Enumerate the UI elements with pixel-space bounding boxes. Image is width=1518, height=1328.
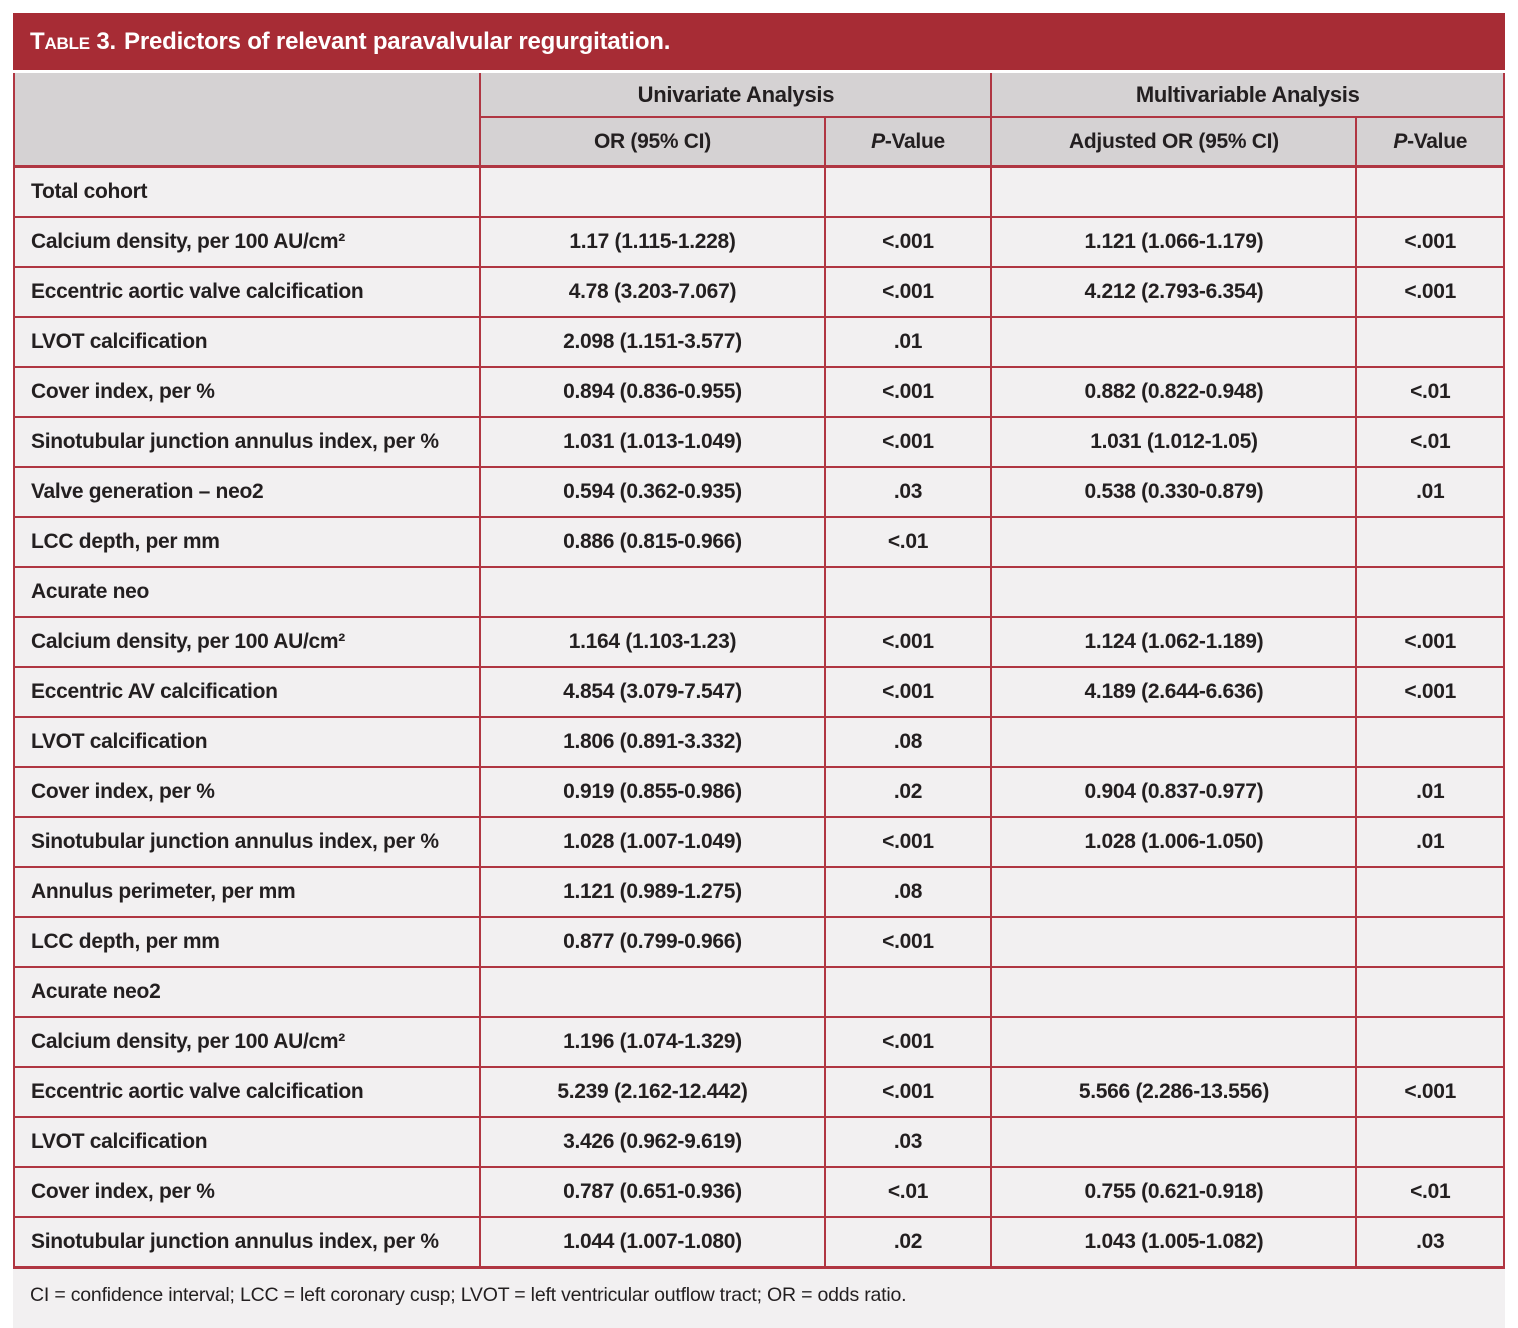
adj-or-value xyxy=(991,517,1356,567)
p-value: <.001 xyxy=(825,367,992,417)
p-value xyxy=(825,567,992,617)
adj-or-value: 0.755 (0.621-0.918) xyxy=(991,1167,1356,1217)
table-row xyxy=(14,917,1504,967)
adj-p-value: .03 xyxy=(1356,1217,1504,1268)
or-value: 0.886 (0.815-0.966) xyxy=(480,517,824,567)
adj-p-value xyxy=(1356,1017,1504,1067)
table-row xyxy=(14,817,1504,867)
p-value xyxy=(825,167,992,218)
multivariable-analysis-header: Multivariable Analysis xyxy=(991,73,1504,117)
or-value: 1.028 (1.007-1.049) xyxy=(480,817,824,867)
p-value: .02 xyxy=(825,767,992,817)
row-label: Eccentric aortic valve calcification xyxy=(14,267,480,317)
p-italic: P xyxy=(1393,129,1408,153)
adj-p-value: <.001 xyxy=(1356,617,1504,667)
row-label: LCC depth, per mm xyxy=(14,517,480,567)
table-row xyxy=(14,1217,1504,1268)
adj-or-value xyxy=(991,1017,1356,1067)
row-label: LVOT calcification xyxy=(14,317,480,367)
p-value: .03 xyxy=(825,467,992,517)
or-value: 0.787 (0.651-0.936) xyxy=(480,1167,824,1217)
predictors-table xyxy=(13,73,1505,1269)
row-label: Eccentric aortic valve calcification xyxy=(14,1067,480,1117)
adj-or-value xyxy=(991,717,1356,767)
adj-or-value: 4.189 (2.644-6.636) xyxy=(991,667,1356,717)
row-label: Sinotubular junction annulus index, per % xyxy=(14,817,480,867)
row-label: Sinotubular junction annulus index, per % xyxy=(14,1217,480,1268)
table-title-bar xyxy=(13,13,1505,70)
adj-or-value xyxy=(991,1117,1356,1167)
row-label: Sinotubular junction annulus index, per % xyxy=(14,417,480,467)
adj-p-value xyxy=(1356,517,1504,567)
table-footnote: CI = confidence interval; LCC = left coronary cusp; LVOT = left ventricular outflow tract; OR = odds ratio. xyxy=(13,1269,1505,1328)
adj-p-value xyxy=(1356,967,1504,1017)
adj-p-value xyxy=(1356,167,1504,218)
table-row xyxy=(14,767,1504,817)
or-value xyxy=(480,967,824,1017)
p-value: <.001 xyxy=(825,617,992,667)
adj-or-value: 0.538 (0.330-0.879) xyxy=(991,467,1356,517)
or-value: 2.098 (1.151-3.577) xyxy=(480,317,824,367)
adj-p-value: <.01 xyxy=(1356,367,1504,417)
adj-or-value: 1.043 (1.005-1.082) xyxy=(991,1217,1356,1268)
adj-p-value xyxy=(1356,1117,1504,1167)
adj-p-value: .01 xyxy=(1356,467,1504,517)
table-row xyxy=(14,217,1504,267)
p-value: .08 xyxy=(825,717,992,767)
adj-p-value xyxy=(1356,917,1504,967)
adj-or-value: 1.121 (1.066-1.179) xyxy=(991,217,1356,267)
table-row xyxy=(14,1117,1504,1167)
p-value: .01 xyxy=(825,317,992,367)
adj-or-value: 5.566 (2.286-13.556) xyxy=(991,1067,1356,1117)
p-value: <.001 xyxy=(825,1067,992,1117)
row-label: Cover index, per % xyxy=(14,367,480,417)
table-row xyxy=(14,1017,1504,1067)
table-row xyxy=(14,617,1504,667)
row-label: LVOT calcification xyxy=(14,1117,480,1167)
or-column-header: OR (95% CI) xyxy=(480,117,824,167)
or-value: 1.196 (1.074-1.329) xyxy=(480,1017,824,1067)
p-value: <.01 xyxy=(825,1167,992,1217)
adj-p-value xyxy=(1356,717,1504,767)
adj-p-value xyxy=(1356,567,1504,617)
or-value: 4.854 (3.079-7.547) xyxy=(480,667,824,717)
table-body xyxy=(14,167,1504,1268)
p-italic: P xyxy=(871,129,885,153)
row-label: Calcium density, per 100 AU/cm² xyxy=(14,1017,480,1067)
p-rest: -Value xyxy=(884,129,945,153)
table-row xyxy=(14,717,1504,767)
adj-or-value: 0.904 (0.837-0.977) xyxy=(991,767,1356,817)
p-value: <.001 xyxy=(825,1017,992,1067)
p-value: <.001 xyxy=(825,267,992,317)
p-value: <.001 xyxy=(825,417,992,467)
table-row xyxy=(14,317,1504,367)
table-row xyxy=(14,1167,1504,1217)
table-row xyxy=(14,417,1504,467)
row-label: Calcium density, per 100 AU/cm² xyxy=(14,217,480,267)
adj-p-value: <.01 xyxy=(1356,417,1504,467)
or-value: 0.894 (0.836-0.955) xyxy=(480,367,824,417)
adj-or-value: 4.212 (2.793-6.354) xyxy=(991,267,1356,317)
adj-p-value xyxy=(1356,867,1504,917)
p-value: <.001 xyxy=(825,217,992,267)
or-value: 1.044 (1.007-1.080) xyxy=(480,1217,824,1268)
group-row xyxy=(14,167,1504,218)
adj-p-value: .01 xyxy=(1356,817,1504,867)
or-value: 1.031 (1.013-1.049) xyxy=(480,417,824,467)
adj-or-value: 1.124 (1.062-1.189) xyxy=(991,617,1356,667)
table-row xyxy=(14,667,1504,717)
p-value-column-header xyxy=(1356,117,1504,167)
group-label: Total cohort xyxy=(14,167,480,218)
row-label: Calcium density, per 100 AU/cm² xyxy=(14,617,480,667)
group-label: Acurate neo2 xyxy=(14,967,480,1017)
table-row xyxy=(14,367,1504,417)
table-title: Predictors of relevant paravalvular regurgitation. xyxy=(124,27,671,55)
row-label: Eccentric AV calcification xyxy=(14,667,480,717)
group-label: Acurate neo xyxy=(14,567,480,617)
table-row xyxy=(14,467,1504,517)
or-value: 0.919 (0.855-0.986) xyxy=(480,767,824,817)
adj-or-value xyxy=(991,867,1356,917)
adj-or-value xyxy=(991,917,1356,967)
univariate-analysis-header: Univariate Analysis xyxy=(480,73,991,117)
or-value: 0.594 (0.362-0.935) xyxy=(480,467,824,517)
adj-p-value: <.01 xyxy=(1356,1167,1504,1217)
table-number: Table 3. xyxy=(30,27,117,55)
adj-p-value: <.001 xyxy=(1356,267,1504,317)
row-label: Valve generation – neo2 xyxy=(14,467,480,517)
or-value: 4.78 (3.203-7.067) xyxy=(480,267,824,317)
or-value: 1.17 (1.115-1.228) xyxy=(480,217,824,267)
adj-p-value: <.001 xyxy=(1356,217,1504,267)
p-rest: -Value xyxy=(1407,129,1468,153)
adj-or-value: 0.882 (0.822-0.948) xyxy=(991,367,1356,417)
p-value-column-header xyxy=(825,117,992,167)
adjusted-or-column-header: Adjusted OR (95% CI) xyxy=(991,117,1356,167)
row-label: Annulus perimeter, per mm xyxy=(14,867,480,917)
table-row xyxy=(14,267,1504,317)
or-value xyxy=(480,167,824,218)
row-label: LCC depth, per mm xyxy=(14,917,480,967)
or-value xyxy=(480,567,824,617)
group-row xyxy=(14,967,1504,1017)
row-label: LVOT calcification xyxy=(14,717,480,767)
p-value: <.01 xyxy=(825,517,992,567)
or-value: 1.121 (0.989-1.275) xyxy=(480,867,824,917)
or-value: 3.426 (0.962-9.619) xyxy=(480,1117,824,1167)
group-row xyxy=(14,567,1504,617)
adj-or-value: 1.031 (1.012-1.05) xyxy=(991,417,1356,467)
or-value: 0.877 (0.799-0.966) xyxy=(480,917,824,967)
table-header xyxy=(14,73,1504,167)
adj-p-value: .01 xyxy=(1356,767,1504,817)
p-value: <.001 xyxy=(825,667,992,717)
adj-or-value xyxy=(991,567,1356,617)
or-value: 1.806 (0.891-3.332) xyxy=(480,717,824,767)
table-row xyxy=(14,867,1504,917)
adj-p-value: <.001 xyxy=(1356,667,1504,717)
table-row xyxy=(14,1067,1504,1117)
adj-or-value xyxy=(991,967,1356,1017)
p-value: <.001 xyxy=(825,917,992,967)
or-value: 5.239 (2.162-12.442) xyxy=(480,1067,824,1117)
row-label: Cover index, per % xyxy=(14,1167,480,1217)
table-row xyxy=(14,517,1504,567)
row-label: Cover index, per % xyxy=(14,767,480,817)
adj-p-value: <.001 xyxy=(1356,1067,1504,1117)
p-value xyxy=(825,967,992,1017)
p-value: .08 xyxy=(825,867,992,917)
p-value: .03 xyxy=(825,1117,992,1167)
adj-p-value xyxy=(1356,317,1504,367)
adj-or-value xyxy=(991,317,1356,367)
adj-or-value xyxy=(991,167,1356,218)
p-value: <.001 xyxy=(825,817,992,867)
analysis-group-header-row xyxy=(14,73,1504,117)
or-value: 1.164 (1.103-1.23) xyxy=(480,617,824,667)
p-value: .02 xyxy=(825,1217,992,1268)
empty-corner-cell xyxy=(14,73,480,167)
adj-or-value: 1.028 (1.006-1.050) xyxy=(991,817,1356,867)
